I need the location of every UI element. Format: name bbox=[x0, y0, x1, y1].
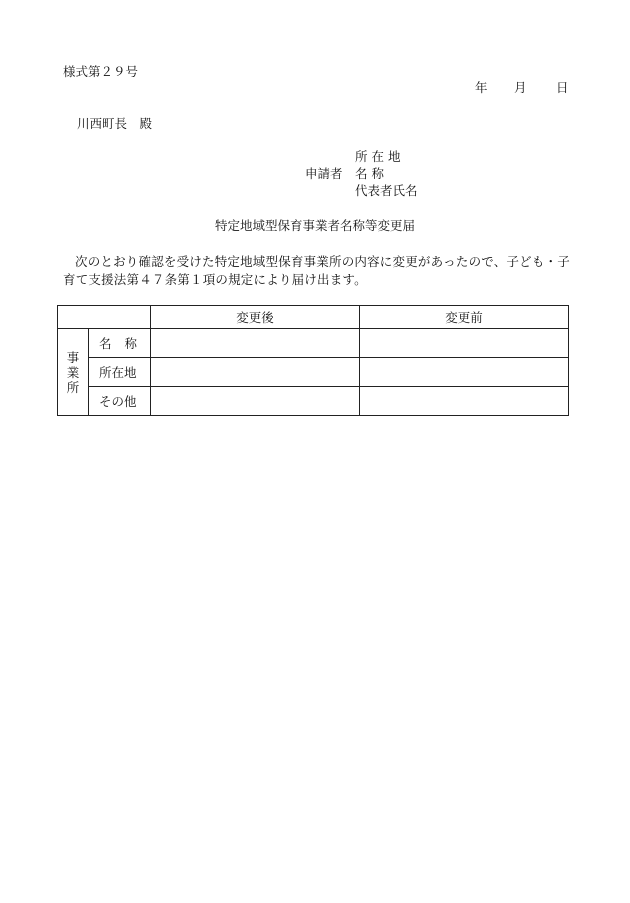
body-paragraph: 次のとおり確認を受けた特定地域型保育事業所の内容に変更があったので、子ども・子育て支援法第４７条第１項の規定により届け出ます。 bbox=[63, 254, 570, 287]
applicant-representative-label: 代表者氏名 bbox=[355, 183, 418, 198]
applicant-name-label: 名 称 bbox=[355, 166, 385, 181]
document-title: 特定地域型保育事業者名称等変更届 bbox=[214, 218, 415, 233]
office-group-label: 事 業 所 bbox=[58, 329, 89, 416]
row-label-name: 名 称 bbox=[89, 329, 151, 358]
table-row bbox=[58, 329, 569, 358]
address-before-cell[interactable] bbox=[360, 358, 569, 387]
form-number: 様式第２９号 bbox=[63, 64, 139, 79]
row-label-other: その他 bbox=[89, 387, 151, 416]
address-after-cell[interactable] bbox=[151, 358, 360, 387]
table-header-row bbox=[58, 306, 569, 329]
addressee: 川西町長 殿 bbox=[77, 116, 153, 131]
date-month: 月 bbox=[514, 80, 527, 95]
table-row bbox=[58, 358, 569, 387]
table-row bbox=[58, 387, 569, 416]
change-table bbox=[57, 305, 569, 416]
row-label-address: 所在地 bbox=[89, 358, 151, 387]
date-line bbox=[475, 82, 569, 95]
date-year: 年 bbox=[475, 80, 488, 95]
name-before-cell[interactable] bbox=[360, 329, 569, 358]
other-before-cell[interactable] bbox=[360, 387, 569, 416]
applicant-address-label: 所 在 地 bbox=[355, 149, 401, 164]
date-day: 日 bbox=[556, 80, 569, 95]
header-after: 変更後 bbox=[151, 306, 360, 329]
header-before: 変更前 bbox=[360, 306, 569, 329]
name-after-cell[interactable] bbox=[151, 329, 360, 358]
applicant-block bbox=[305, 151, 475, 197]
applicant-label: 申請者 bbox=[305, 166, 343, 181]
other-after-cell[interactable] bbox=[151, 387, 360, 416]
header-blank-cell bbox=[58, 306, 151, 329]
